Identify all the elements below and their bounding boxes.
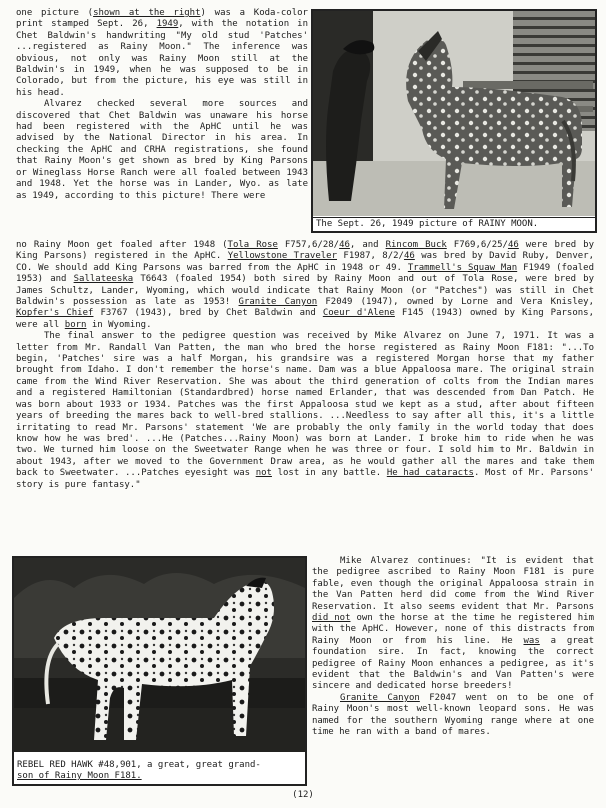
underlined-text: Granite Canyon [238, 297, 318, 308]
underlined-text: 46 [507, 240, 519, 250]
bottom-right-column [312, 556, 594, 739]
full-width-text [16, 240, 594, 491]
underlined-text: not [255, 468, 272, 479]
paragraph-granite-canyon: Granite Canyon F2047 went on to be one of Rainy Moon's most well-known leopard sons. He was named for the southern Wyoming range where at one time he ran with a band of mares. [312, 692, 594, 738]
paragraph-no-get-after-1948: no Rainy Moon get foaled after 1948 (Tola Rose F757,6/28/46, and Rincom Buck F769,6/25/46 were bred by King Parsons) registered in the ApHC. Yellowstone Traveler F1987, 8/2/46 was bred by David Ruby, Denver, CO. We should add King Parsons was barred from the ApHC in 1948 or 49. Trammell's Squaw Man F1949 (foaled 1953) and Sallateeska T6643 (foaled 1954) both sired by Rainy Moon and out of Tola Rose, were bred by James Schultz, Lander, Wyoming, which would indicate that Rainy Moon (or "Patches") was still in Chet Baldwin's possession as late as 1953! Granite Canyon F2049 (1947), owned by Lorne and Vera Knisley, Kopfer's Chief F3767 (1943), bred by Chet Baldwin and Coeur d'Alene F145 (1943) owned by King Parsons, were all born in Wyoming. [16, 240, 595, 330]
underlined-text: Coeur d'Alene [322, 308, 395, 319]
underlined-text: 1949 [156, 19, 179, 30]
underlined-text: 46 [403, 251, 415, 262]
figure-rainy-moon-1949 [311, 9, 597, 233]
underlined-text: Sallateeska [73, 274, 134, 285]
underlined-text: shown at the right [93, 8, 201, 18]
underlined-text: He had cataracts [386, 468, 474, 479]
underlined-text: Yellowstone Traveler [227, 251, 338, 262]
underlined-text: born [64, 319, 87, 330]
underlined-text: Trammell's Squaw Man [407, 262, 518, 273]
underlined-text: Tola Rose [227, 240, 278, 250]
underlined-text: was [523, 635, 540, 646]
photo-rainy-moon-1949 [313, 11, 595, 216]
page-number: (12) [292, 790, 314, 800]
leopard-horse-photo-icon [14, 558, 305, 752]
photo-rebel-red-hawk [14, 558, 305, 752]
paragraph-alvarez-checked: Alvarez checked several more sources and discovered that Chet Baldwin was unaware his horse had been registered with the ApHC until he was advised by the National Director in his area. In checking the ApHC and CRHA registrations, she found that Rainy Moon's get shown as bred by King Parsons or Wineglass Horse Ranch were all foaled between 1943 and 1948. Yet the horse was in Lander, Wyo. as late as 1949, according to this picture! There were [16, 99, 308, 201]
paragraph-van-patten-letter: The final answer to the pedigree question was received by Mike Alvarez on June 7, 1971. It was a letter from Mr. Randall Van Patten, the man who bred the horse registered as Rainy Moon F181: "...To begin, 'Patches' sire was a half Morgan, his grandsire was a registered Morgan horse that my father brought from Idaho. I don't remember the horse's name. Dam was a blue Appaloosa mare. The original strain came from the Wind River Reservation. She was about the third generation of colts from the Indian mares and a registered Hamiltonian (Standardbred) horse named Erlander, that was descended from Dan Patch. He was born about 1933 or 1934. Patches was the first Appaloosa stud we kept as a stud, after about fifteen years of breeding the mares back to well-bred stallions. ...Needless to say after all this, it's a little irritating to read Mr. Parsons' statement 'We are probably the only family in the world today that does know how he was bred'. ...He (Patches...Rainy Moon) was born at Lander. I broke him to ride when he was two. We turned him loose on the Sweetwater Range when he was three or four. I sold him to Mr. Baldwin in about 1943, after we moved to the Government Draw area, as he would gather all the mares and take them back to Sweetwater. ...Patches eyesight was not lost in any battle. He had cataracts. Most of Mr. Parsons' story is pure fantasy." [16, 331, 594, 490]
underlined-text: 46 [339, 240, 350, 250]
paragraph-koda-print: one picture (shown at the right) was a Koda-color print stamped Sept. 26, 1949, with the notation in Chet Baldwin's handwriting "My old stud 'Patches' ...registered as Rainy Moon." The inference was obvious, not only was Rainy Moon still at the Baldwin's in 1949, when he was supposed to be in Colorado, but from the picture, his eye was still in his head. [16, 8, 308, 98]
man-horse-photo-icon [313, 11, 595, 216]
paragraph-alvarez-continues: Mike Alvarez continues: "It is evident that the pedigree ascribed to Rainy Moon F181 is pure fable, even though the original Appaloosa strain in the Van Patten herd did come from the Wind River Reservation. It also seems evident that Mr. Parsons did not own the horse at the time he registered him with the ApHC. However, none of this distracts from Rainy Moon or from his line. He was a great foundation sire. In fact, knowing the correct pedigree of Rainy Moon enhances a pedigree, as it's evident that the Baldwin's and Van Patten's were sincere and dedicated horse breeders! [312, 556, 594, 692]
underlined-text: Kopfer's Chief [16, 308, 94, 319]
underlined-text: Granite Canyon [340, 692, 420, 703]
underlined-text: did not [312, 613, 351, 624]
figure-caption-bottom: REBEL RED HAWK #48,901, a great, great grand- son of Rainy Moon F181. [17, 760, 261, 781]
figure-caption-top: The Sept. 26, 1949 picture of RAINY MOON. [313, 217, 595, 230]
underlined-text: Rincom Buck [385, 240, 447, 250]
figure-rebel-red-hawk [12, 556, 307, 786]
top-left-column [16, 8, 308, 202]
